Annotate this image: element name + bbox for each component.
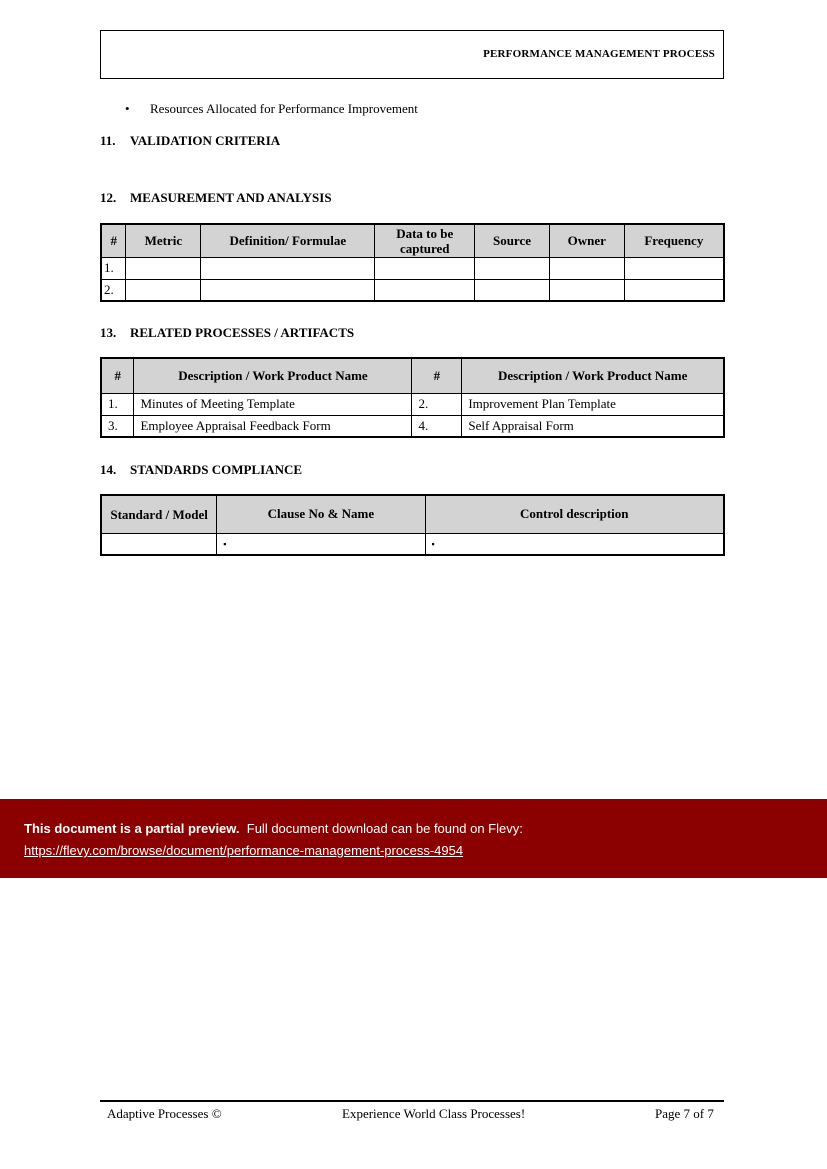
related-artifacts-table xyxy=(100,357,725,438)
table-cell: 2. xyxy=(412,393,462,415)
header-cell: Definition/ Formulae xyxy=(201,224,375,257)
table-cell: 3. xyxy=(101,415,134,437)
header-cell: # xyxy=(101,224,126,257)
table-cell xyxy=(126,279,201,301)
preview-banner xyxy=(0,799,827,878)
section-title: VALIDATION CRITERIA xyxy=(130,133,281,148)
footer-left: Adaptive Processes © xyxy=(107,1106,222,1121)
bullet-square-icon: ▪ xyxy=(217,533,425,555)
header-cell: Source xyxy=(475,224,550,257)
table-cell xyxy=(126,257,201,279)
table-row xyxy=(101,533,724,555)
table-row xyxy=(101,415,724,437)
table-row xyxy=(101,279,724,301)
table-cell xyxy=(475,279,550,301)
table-row xyxy=(101,257,724,279)
table-cell: Improvement Plan Template xyxy=(462,393,724,415)
page-header xyxy=(100,30,724,79)
table-cell xyxy=(549,257,624,279)
table-header-row xyxy=(101,358,724,393)
header-cell: # xyxy=(412,358,462,393)
table-cell: Minutes of Meeting Template xyxy=(134,393,412,415)
preview-banner-bold: This document is a partial preview. xyxy=(24,821,240,836)
table-row xyxy=(101,393,724,415)
table-cell xyxy=(101,533,217,555)
header-cell: Frequency xyxy=(624,224,724,257)
section-heading-11 xyxy=(100,133,280,149)
header-cell: Description / Work Product Name xyxy=(134,358,412,393)
table-cell: Self Appraisal Form xyxy=(462,415,724,437)
section-heading-14 xyxy=(100,462,302,478)
table-header-row xyxy=(101,495,724,533)
header-cell: Metric xyxy=(126,224,201,257)
table-cell xyxy=(201,257,375,279)
section-heading-12 xyxy=(100,190,332,206)
table-cell: 2. xyxy=(101,279,126,301)
header-cell: Description / Work Product Name xyxy=(462,358,724,393)
section-heading-13 xyxy=(100,325,354,341)
table-header-row xyxy=(101,224,724,257)
header-cell: Control description xyxy=(425,495,724,533)
table-cell: Employee Appraisal Feedback Form xyxy=(134,415,412,437)
flevy-download-link[interactable]: https://flevy.com/browse/document/performance-management-process-4954 xyxy=(24,843,464,858)
table-cell xyxy=(375,279,475,301)
header-cell: Owner xyxy=(549,224,624,257)
header-cell: Standard / Model xyxy=(101,495,217,533)
section-number: 11. xyxy=(100,133,116,148)
bullet-dot-icon: • xyxy=(125,101,130,116)
header-cell: # xyxy=(101,358,134,393)
table-cell xyxy=(624,279,724,301)
section-title: STANDARDS COMPLIANCE xyxy=(130,462,303,477)
header-cell: Data to be captured xyxy=(375,224,475,257)
table-cell xyxy=(375,257,475,279)
table-cell: 4. xyxy=(412,415,462,437)
footer-divider xyxy=(100,1100,724,1102)
preview-banner-text: Full document download can be found on Flevy: xyxy=(246,821,523,836)
section-title: RELATED PROCESSES / ARTIFACTS xyxy=(130,325,355,340)
table-cell: 1. xyxy=(101,257,126,279)
section-number: 12. xyxy=(100,190,117,205)
header-cell: Clause No & Name xyxy=(217,495,425,533)
bullet-square-icon: ▪ xyxy=(425,533,724,555)
table-cell xyxy=(549,279,624,301)
section-number: 13. xyxy=(100,325,117,340)
measurement-table xyxy=(100,223,725,302)
preview-banner-message xyxy=(24,821,523,836)
footer-page-number: Page 7 of 7 xyxy=(655,1106,714,1121)
table-cell xyxy=(624,257,724,279)
bullet-text: Resources Allocated for Performance Improvement xyxy=(150,101,418,116)
header-title: PERFORMANCE MANAGEMENT PROCESS xyxy=(483,48,715,60)
bullet-item xyxy=(125,101,418,117)
section-title: MEASUREMENT AND ANALYSIS xyxy=(130,190,332,205)
table-cell: 1. xyxy=(101,393,134,415)
standards-compliance-table xyxy=(100,494,725,556)
table-cell xyxy=(201,279,375,301)
section-number: 14. xyxy=(100,462,117,477)
table-cell xyxy=(475,257,550,279)
footer-center: Experience World Class Processes! xyxy=(342,1106,526,1121)
